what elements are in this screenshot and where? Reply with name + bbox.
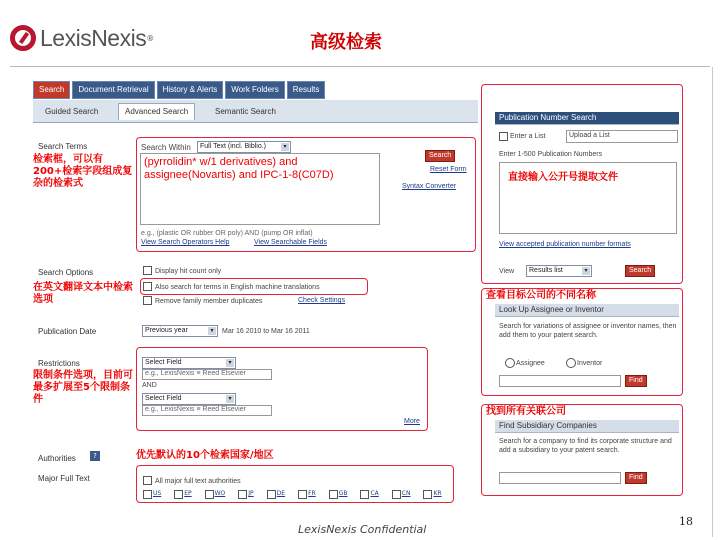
authority-code: WO <box>214 490 226 497</box>
authority-checkbox[interactable] <box>392 490 401 499</box>
search-options-label: Search Options <box>38 268 94 277</box>
authority-checkbox[interactable] <box>238 490 247 499</box>
query-example: e.g., (plastic OR rubber OR poly) AND (pump OR inflat) <box>141 230 313 237</box>
inventor-radio[interactable] <box>566 358 576 368</box>
authority-cn[interactable] <box>392 489 411 499</box>
authority-code: US <box>153 490 162 497</box>
more-restrictions-link[interactable]: More <box>404 418 420 425</box>
authority-list <box>143 489 442 499</box>
syntax-converter-link[interactable]: Syntax Converter <box>402 183 457 190</box>
restriction-field-select-2[interactable] <box>142 393 236 405</box>
note-authorities: 优先默认的10个检索国家/地区 <box>136 450 274 461</box>
authority-code: DE <box>276 490 286 497</box>
authority-checkbox[interactable] <box>329 490 338 499</box>
note-pub-list: 直接输入公开号提取文件 <box>508 172 618 183</box>
enter-numbers-label: Enter 1-500 Publication Numbers <box>499 151 603 158</box>
restriction-hint-2: e.g., LexisNexis ≡ Reed Elsevier <box>145 406 246 413</box>
pub-number-header: Publication Number Search <box>495 112 679 125</box>
chevron-down-icon: ▾ <box>281 143 289 151</box>
chevron-down-icon: ▾ <box>208 327 216 335</box>
search-terms-label: Search Terms <box>38 142 88 151</box>
tab-search[interactable]: Search <box>33 81 70 99</box>
authority-checkbox[interactable] <box>267 490 276 499</box>
hit-count-label: Display hit count only <box>155 268 222 275</box>
authority-code: EP <box>184 490 192 497</box>
page-number: 18 <box>679 515 693 528</box>
chevron-down-icon: ▾ <box>582 267 590 275</box>
lexisnexis-logo <box>10 20 154 56</box>
note-search-box: 检索框，可以有200+检索字段组成复杂的检索式 <box>33 154 133 189</box>
translation-label: Also search for terms in English machine translations <box>155 284 320 291</box>
authority-code: FR <box>308 490 316 497</box>
view-label: View <box>499 268 515 275</box>
authorities-label: Authorities <box>38 454 76 463</box>
authority-checkbox[interactable] <box>360 490 369 499</box>
authority-code: CN <box>401 490 411 497</box>
search-within-label: Search Within <box>141 143 191 152</box>
search-button[interactable]: Search <box>425 150 455 162</box>
subsidiary-desc: Search for a company to find its corporate structure and add a subsidiary to your patent search. <box>499 438 672 454</box>
right-divider <box>712 67 713 537</box>
authority-wo[interactable] <box>205 489 226 499</box>
chevron-down-icon: ▾ <box>226 395 234 403</box>
restriction-field-value-2: Select Field <box>145 395 182 402</box>
restrictions-label: Restrictions <box>38 359 80 368</box>
header-divider <box>10 66 710 67</box>
sub-tab-bar <box>33 100 478 123</box>
pub-formats-link[interactable]: View accepted publication number formats <box>499 241 631 248</box>
assignee-radio[interactable] <box>505 358 515 368</box>
slide-title: 高级检索 <box>310 32 382 53</box>
authority-gb[interactable] <box>329 489 348 499</box>
assignee-header: Look Up Assignee or Inventor <box>495 304 679 317</box>
check-settings-link[interactable]: Check Settings <box>298 297 346 304</box>
restriction-operator[interactable]: AND <box>142 382 157 389</box>
view-fields-link[interactable]: View Searchable Fields <box>254 239 328 246</box>
note-subsidiary: 找到所有关联公司 <box>486 406 566 417</box>
lexisnexis-logo-icon <box>10 25 36 51</box>
pub-date-range: Mar 16 2010 to Mar 16 2011 <box>222 328 310 335</box>
tab-document-retrieval[interactable]: Document Retrieval <box>72 81 154 99</box>
all-major-checkbox[interactable] <box>143 476 152 485</box>
authority-checkbox[interactable] <box>298 490 307 499</box>
inventor-radio-label: Inventor <box>577 360 603 367</box>
authority-checkbox[interactable] <box>143 490 152 499</box>
pub-date-select[interactable] <box>142 325 218 337</box>
reset-form-link[interactable]: Reset Form <box>430 166 467 173</box>
query-textarea[interactable]: (pyrrolidin* w/1 derivatives) and assignee(Novartis) and IPC-1-8(C07D) <box>140 153 380 225</box>
assignee-radio-label: Assignee <box>516 360 545 367</box>
enter-list-label: Enter a List <box>510 133 546 140</box>
major-full-text-label: Major Full Text <box>38 474 90 483</box>
subsidiary-find-button[interactable]: Find <box>625 472 647 484</box>
authority-code: JP <box>248 490 254 497</box>
logo-text: LexisNexis <box>40 24 147 51</box>
upload-list-tab[interactable]: Upload a List <box>566 130 678 143</box>
restriction-field-value-1: Select Field <box>145 359 182 366</box>
authority-checkbox[interactable] <box>423 490 432 499</box>
authority-de[interactable] <box>267 489 285 499</box>
tab-results[interactable]: Results <box>287 81 326 99</box>
subtab-advanced-search[interactable]: Advanced Search <box>118 103 195 120</box>
view-select[interactable] <box>526 265 592 277</box>
authority-us[interactable] <box>143 489 161 499</box>
enter-list-radio[interactable] <box>499 132 508 141</box>
pub-date-label: Publication Date <box>38 327 97 336</box>
search-within-select[interactable] <box>197 141 291 153</box>
search-within-value: Full Text (incl. Biblio.) <box>200 143 267 150</box>
authority-code: GB <box>338 490 348 497</box>
restriction-field-select-1[interactable] <box>142 357 236 369</box>
assignee-find-button[interactable]: Find <box>625 375 647 387</box>
note-options: 在英文翻译文本中检索选项 <box>33 282 133 305</box>
authority-ep[interactable] <box>174 489 191 499</box>
authority-checkbox[interactable] <box>205 490 214 499</box>
chevron-down-icon: ▾ <box>226 359 234 367</box>
subsidiary-header: Find Subsidiary Companies <box>495 420 679 433</box>
authority-ca[interactable] <box>360 489 378 499</box>
authority-kr[interactable] <box>423 489 441 499</box>
translation-checkbox[interactable] <box>143 282 152 291</box>
note-assignee: 查看目标公司的不同名称 <box>486 290 596 301</box>
assignee-input[interactable] <box>499 375 621 387</box>
pub-date-value: Previous year <box>145 327 188 334</box>
view-value: Results list <box>529 267 563 274</box>
tab-history-alerts[interactable]: History & Alerts <box>157 81 224 99</box>
pub-search-button[interactable]: Search <box>625 265 655 277</box>
footer-confidential: LexisNexis Confidential <box>298 523 427 536</box>
authority-jp[interactable] <box>238 489 253 499</box>
authority-code: KR <box>433 490 442 497</box>
hit-count-checkbox[interactable] <box>143 266 152 275</box>
assignee-desc: Search for variations of assignee or inventor names, then add them to your patent search. <box>499 323 677 339</box>
authority-checkbox[interactable] <box>174 490 183 499</box>
subsidiary-input[interactable] <box>499 472 621 484</box>
tab-work-folders[interactable]: Work Folders <box>225 81 284 99</box>
authority-fr[interactable] <box>298 489 316 499</box>
authority-code: CA <box>370 490 379 497</box>
note-restrictions: 限制条件选项，目前可最多扩展至5个限制条件 <box>33 370 133 405</box>
restriction-hint-1: e.g., LexisNexis ≡ Reed Elsevier <box>145 370 246 377</box>
dedupe-checkbox[interactable] <box>143 296 152 305</box>
dedupe-label: Remove family member duplicates <box>155 298 263 305</box>
help-icon[interactable]: ? <box>90 451 100 461</box>
subtab-semantic-search[interactable]: Semantic Search <box>215 107 276 116</box>
subtab-guided-search[interactable]: Guided Search <box>45 107 99 116</box>
logo-registered-mark: ® <box>146 33 155 43</box>
all-major-label: All major full text authorities <box>155 478 241 485</box>
view-operators-link[interactable]: View Search Operators Help <box>141 239 230 246</box>
